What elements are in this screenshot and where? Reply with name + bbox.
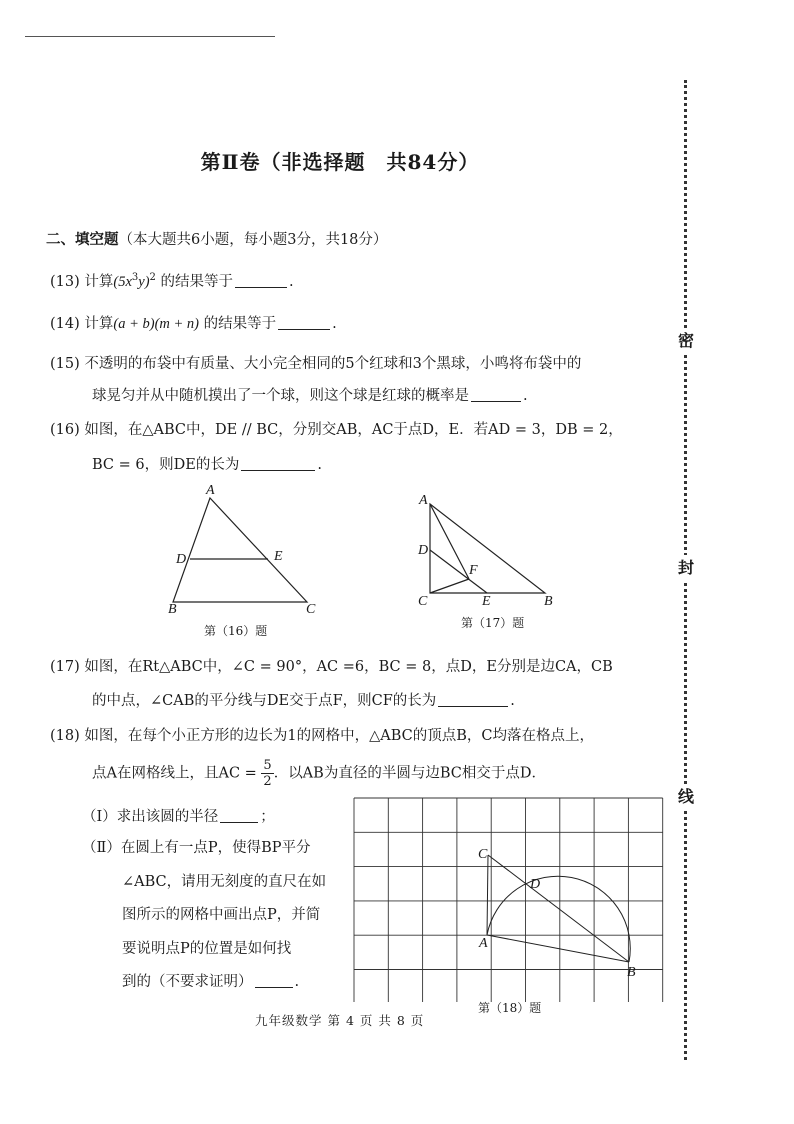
q18-fraction	[261, 758, 273, 789]
q13-end: .	[289, 274, 294, 290]
q18-part2-l2: ∠ABC，请用无刻度的直尺在如	[122, 874, 327, 890]
fig17-caption: 第（17）题	[461, 616, 525, 630]
q18-line2a: 点A在网格线上，且AC =	[92, 765, 257, 782]
fig16-caption: 第（16）题	[204, 624, 268, 638]
fig18-label-A: A	[479, 936, 488, 951]
seal-char-feng: 封	[674, 555, 698, 581]
fig18-label-D: D	[530, 877, 541, 892]
question-15-cont	[92, 384, 528, 405]
section-label: 二、填空题	[46, 231, 119, 248]
q18-part2-l1: （Ⅱ）在圆上有一点P，使得BP平分	[82, 840, 311, 856]
fig18-label-C: C	[478, 847, 488, 862]
q16-number: (16)	[50, 422, 80, 438]
fig18-label-B: B	[627, 965, 636, 980]
q17-answer-blank[interactable]	[438, 692, 508, 707]
segment-cb-18	[488, 855, 629, 962]
q14-suffix: 的结果等于	[203, 316, 277, 332]
q13-expr-mid: y)	[138, 274, 150, 290]
grid-18	[354, 798, 663, 1002]
figure-17	[408, 490, 568, 615]
figure-16	[160, 480, 330, 630]
q16-line2: BC = 6，则DE的长为	[92, 457, 240, 473]
q16-answer-blank[interactable]	[241, 456, 315, 471]
page-footer: 九年级数学 第 4 页 共 8 页	[255, 1013, 425, 1028]
q14-number: (14)	[50, 316, 80, 332]
fig17-label-A: A	[419, 493, 428, 508]
segment-cf-17	[430, 579, 469, 593]
fig16-label-A: A	[206, 483, 215, 498]
question-16	[50, 418, 623, 439]
figure-18	[352, 792, 664, 1002]
question-18	[50, 724, 594, 745]
question-13	[50, 270, 294, 291]
semicircle-18	[487, 876, 630, 962]
seal-char-mi: 密	[674, 328, 698, 354]
page-title: 第Ⅱ卷（非选择题 共84分）	[200, 150, 480, 174]
q15-line2: 球晃匀并从中随机摸出了一个球，则这个球是红球的概率是	[92, 388, 469, 404]
q13-number: (13)	[50, 274, 80, 290]
triangle-abc-17	[430, 504, 545, 593]
fig16-label-B: B	[168, 602, 177, 617]
q16-line1: 如图，在△ABC中，DE // BC，分别交AB，AC于点D，E．若AD = 3，DB = 2，	[84, 422, 623, 438]
fig16-label-D: D	[176, 552, 187, 567]
q13-suffix: 的结果等于	[160, 274, 234, 290]
q14-prefix: 计算	[84, 316, 114, 332]
fig17-label-F: F	[469, 563, 478, 578]
q17-number: (17)	[50, 659, 80, 675]
fig18-caption: 第（18）题	[478, 1001, 542, 1015]
q18-part2-end: .	[294, 974, 300, 990]
q16-end: .	[317, 457, 322, 473]
q18-frac-num: 5	[263, 758, 272, 773]
seal-char-xian: 线	[674, 784, 698, 810]
q18-line1: 如图，在每个小正方形的边长为1的网格中，△ABC的顶点B，C均落在格点上，	[84, 728, 594, 744]
fig17-label-D: D	[418, 543, 429, 558]
q13-answer-blank[interactable]	[235, 273, 287, 288]
q13-expr-base: (5x	[113, 274, 132, 290]
q18-line2b: ．以AB为直径的半圆与边BC相交于点D．	[273, 765, 546, 782]
q18-number: (18)	[50, 728, 80, 744]
q18-part1	[82, 805, 275, 826]
q17-line1: 如图，在Rt△ABC中，∠C = 90°，AC =6，BC = 8，点D，E分别是边CA，CB	[84, 659, 613, 675]
q13-exp2: 2	[149, 272, 156, 284]
segment-ab-18	[487, 935, 629, 962]
question-14	[50, 312, 337, 333]
scan-top-rule	[25, 36, 275, 37]
q15-end: .	[523, 388, 528, 404]
q15-line1: 不透明的布袋中有质量、大小完全相同的5个红球和3个黑球，小鸣将布袋中的	[84, 356, 582, 372]
q13-prefix: 计算	[84, 274, 114, 290]
question-17	[50, 655, 613, 676]
fig16-label-E: E	[274, 549, 283, 564]
section-heading	[46, 228, 387, 249]
question-17-cont	[92, 689, 515, 710]
q18-part2-l5-wrap	[122, 970, 299, 991]
fig16-label-C: C	[306, 602, 316, 617]
fig17-label-C: C	[418, 594, 428, 609]
q15-answer-blank[interactable]	[471, 387, 521, 402]
section-note: （本大题共6小题，每小题3分，共18分）	[118, 232, 388, 248]
bisector-af-17	[430, 504, 469, 579]
question-15	[50, 352, 581, 373]
q17-line2: 的中点，∠CAB的平分线与DE交于点F，则CF的长为	[92, 693, 437, 709]
q14-expr: (a + b)(m + n)	[113, 316, 199, 332]
q14-answer-blank[interactable]	[278, 315, 330, 330]
q17-end: .	[510, 693, 515, 709]
q18-part1-end: ；	[260, 809, 275, 825]
fig17-label-B: B	[544, 594, 553, 609]
fig17-label-E: E	[482, 594, 491, 609]
q18-part1-text: （Ⅰ）求出该圆的半径	[82, 809, 219, 825]
q18-part2-blank[interactable]	[255, 973, 293, 988]
q18-part2-l3: 图所示的网格中画出点P，并简	[122, 907, 321, 923]
q15-number: (15)	[50, 356, 80, 372]
q18-part2-l4: 要说明点P的位置是如何找	[122, 941, 292, 957]
q18-part2-l5: 到的（不要求证明）	[122, 974, 253, 990]
q18-part1-blank[interactable]	[220, 808, 258, 823]
q14-end: .	[332, 316, 337, 332]
question-18-cont	[92, 758, 546, 789]
q18-frac-den: 2	[263, 774, 272, 789]
q13-exp1: 3	[131, 272, 139, 284]
triangle-abc-16	[173, 498, 307, 602]
question-16-cont	[92, 453, 322, 474]
segment-de-17	[430, 550, 487, 593]
